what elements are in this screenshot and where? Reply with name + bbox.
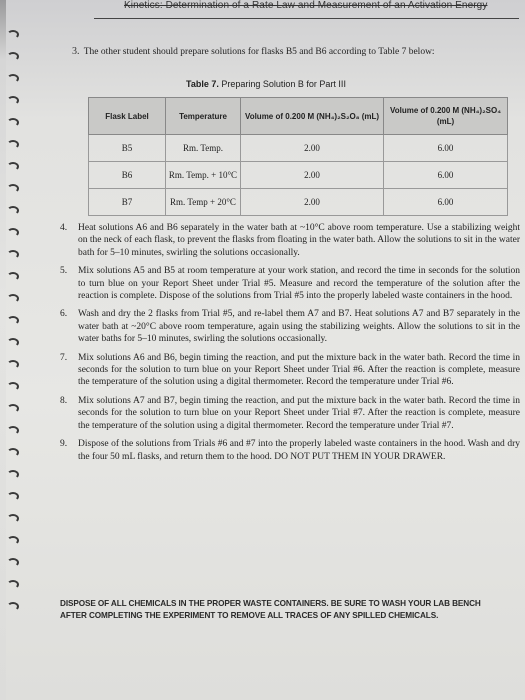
table-row xyxy=(89,189,508,216)
step-item xyxy=(60,222,520,259)
table-cell: Rm. Temp. + 10°C xyxy=(166,162,241,189)
table-cell: 2.00 xyxy=(241,189,384,216)
table-row xyxy=(89,162,508,189)
table-cell: 2.00 xyxy=(241,162,384,189)
intro-text: The other student should prepare solutions for flasks B5 and B6 according to Table 7 below: xyxy=(83,47,435,57)
column-header: Volume of 0.200 M (NH₄)₂S₂O₈ (mL) xyxy=(241,98,384,135)
table-cell: B7 xyxy=(89,189,166,216)
step-item xyxy=(60,438,520,463)
running-title: Kinetics: Determination of a Rate Law and Measurement of an Activation Energy xyxy=(124,0,488,11)
step-number: 7. xyxy=(60,352,68,363)
table-caption-label: Table 7. xyxy=(186,79,219,89)
step-number: 9. xyxy=(60,439,68,450)
solution-table xyxy=(88,97,508,216)
step-number: 6. xyxy=(60,309,68,320)
column-header: Volume of 0.200 M (NH₄)₂SO₄ (mL) xyxy=(384,98,508,135)
table-cell: 6.00 xyxy=(384,162,508,189)
procedure-steps xyxy=(60,222,520,469)
step-number: 5. xyxy=(60,266,68,277)
step-number: 3. xyxy=(72,46,80,57)
step-item xyxy=(60,265,520,302)
step-text: Wash and dry the 2 flasks from Trial #5, and re-label them A7 and B7. Heat solutions A7 and B7 separately in the water bath at ~20°C above room temperature, again using the stabilizing weights. Allow the solutions to sit in the water baths for 5–10 minutes, swirling the solutions occasionally. xyxy=(78,309,520,345)
step-text: Mix solutions A6 and B6, begin timing the reaction, and put the mixture back in the water bath. Record the time in seconds for the solution to turn blue on your Report Sheet under Trial #6. After the reaction is complete, measure the temperature of the solution using a digital thermometer. Record the temperature under Trial #6. xyxy=(78,352,520,388)
step-item xyxy=(60,308,520,345)
intro-step xyxy=(72,46,435,57)
table-cell: Rm. Temp. xyxy=(166,135,241,162)
step-number: 4. xyxy=(60,223,68,233)
table-row xyxy=(89,135,508,162)
table-caption-text: Preparing Solution B for Part III xyxy=(221,79,346,89)
binder-rings xyxy=(6,30,22,630)
table-cell: 2.00 xyxy=(241,135,384,162)
column-header: Flask Label xyxy=(89,98,166,135)
column-header: Temperature xyxy=(166,98,241,135)
table-cell: Rm. Temp + 20°C xyxy=(166,189,241,216)
table-cell: B6 xyxy=(89,162,166,189)
step-text: Heat solutions A6 and B6 separately in the water bath at ~10°C above room temperature. Use a stabilizing weight on the neck of each flask, to prevent the flasks from floating in the water bath. Allow the solutions to sit in the water bath for 5–10 minutes, swirling the solutions occasionally. xyxy=(78,223,520,258)
step-text: Mix solutions A7 and B7, begin timing the reaction, and put the mixture back in the water bath. Record the time in seconds for the solution to turn blue on your Report Sheet under Trial #7. After the reaction is complete, measure the temperature of the solution using a digital thermometer. Record the temperature under Trial #7. xyxy=(78,395,520,431)
step-number: 8. xyxy=(60,395,68,406)
table-cell: 6.00 xyxy=(384,189,508,216)
step-item xyxy=(60,395,520,432)
document-page xyxy=(6,0,525,700)
table-cell: B5 xyxy=(89,135,166,162)
step-text: Dispose of the solutions from Trials #6 and #7 into the properly labeled waste containers in the hood. Wash and dry the four 50 mL flasks, and return them to the hood. DO NOT PUT THEM IN YOUR DRAWER. xyxy=(78,439,520,462)
table-caption xyxy=(186,79,346,89)
disposal-warning: DISPOSE OF ALL CHEMICALS IN THE PROPER WASTE CONTAINERS. BE SURE TO WASH YOUR LAB BENCH AFTER COMPLETING THE EXPERIMENT TO REMOVE ALL TRACES OF ANY SPILLED CHEMICALS. xyxy=(60,599,481,620)
step-item xyxy=(60,352,520,389)
table-header-row xyxy=(89,98,508,135)
table-cell: 6.00 xyxy=(384,135,508,162)
step-text: Mix solutions A5 and B5 at room temperature at your work station, and record the time in seconds for the solution to turn blue on your Report Sheet under Trial #5. Measure and record the temperature of the solution after the reaction is complete. Dispose of the solutions from Trial #5 into the properly labeled waste containers in the hood. xyxy=(78,266,520,302)
